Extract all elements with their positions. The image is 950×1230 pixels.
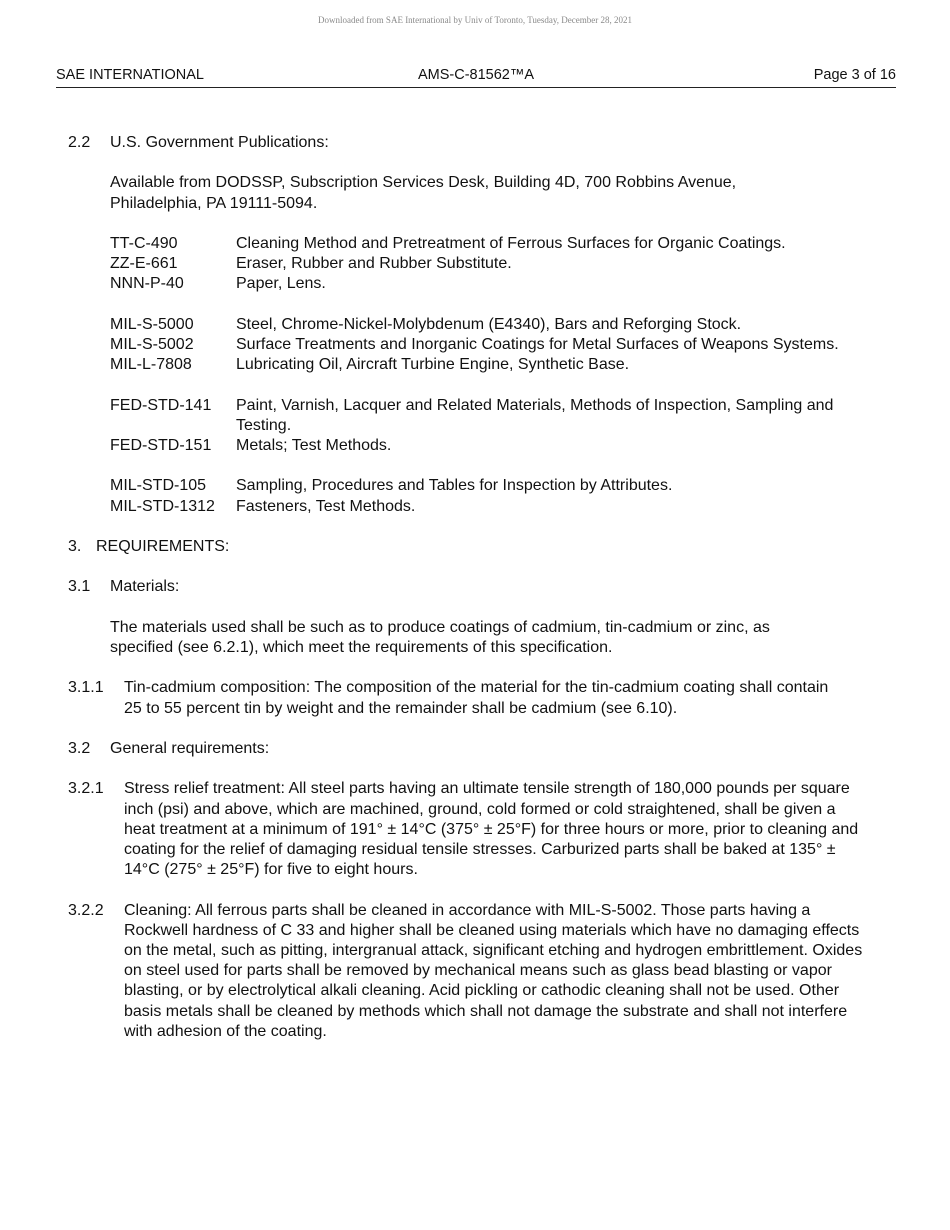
section-body: Stress relief treatment: All steel parts having an ultimate tensile strength of 180,000 pounds per square inch (psi) and above, which are machined, ground, cold formed or cold straightened, shall be given a heat treatment at a minimum of 191° ± 14°C (375° ± 25°F) for three hours or more, prior to cleaning and coating for the relief of damaging residual tensile stresses. Carburized parts shall be baked at 135° ± 14°C (275° ± 25°F) for five to eight hours. (124, 780, 859, 879)
section-number: 3.1 (68, 578, 91, 596)
reference-code: TT-C-490 (110, 234, 178, 252)
reference-title: Sampling, Procedures and Tables for Inspection by Attributes. (236, 477, 673, 495)
reference-code: ZZ-E-661 (110, 255, 178, 273)
reference-code: MIL-STD-1312 (110, 497, 215, 515)
reference-list (110, 234, 868, 517)
reference-item (110, 315, 868, 335)
reference-title: Paint, Varnish, Lacquer and Related Materials, Methods of Inspection, Sampling and Testing. (236, 396, 834, 434)
page-number: Page 3 of 16 (813, 67, 896, 83)
download-watermark: Downloaded from SAE International by Univ of Toronto, Tuesday, December 28, 2021 (317, 15, 633, 25)
reference-item (110, 274, 868, 294)
section-number: 3. (68, 537, 82, 555)
section-3-heading (68, 537, 868, 557)
reference-title: Metals; Test Methods. (236, 436, 392, 454)
reference-item (110, 476, 868, 496)
section-3-1-1 (68, 678, 868, 718)
section-3-2-2 (68, 901, 868, 1042)
reference-title: Fasteners, Test Methods. (236, 497, 416, 515)
section-number: 3.2.2 (68, 901, 104, 919)
section-body: Tin-cadmium composition: The composition of the material for the tin-cadmium coating shall contain 25 to 55 percent tin by weight and the remainder shall be cadmium (see 6.10). (124, 679, 829, 717)
document-number: AMS-C-81562™A (417, 67, 535, 83)
reference-item (110, 497, 868, 517)
page-header (56, 67, 896, 88)
document-body (68, 133, 868, 1042)
section-number: 3.1.1 (68, 679, 104, 697)
reference-title: Surface Treatments and Inorganic Coatings for Metal Surfaces of Weapons Systems. (236, 335, 839, 353)
section-title: Materials: (110, 578, 180, 596)
section-title: General requirements: (110, 739, 270, 757)
reference-title: Steel, Chrome-Nickel-Molybdenum (E4340), Bars and Reforging Stock. (236, 315, 742, 333)
reference-item (110, 234, 868, 254)
reference-code: MIL-S-5000 (110, 315, 194, 333)
section-2-2-heading (68, 133, 868, 153)
availability-note (110, 173, 868, 213)
section-number: 3.2.1 (68, 780, 104, 798)
section-number: 2.2 (68, 134, 91, 151)
section-3-1-heading (68, 577, 868, 597)
section-title: REQUIREMENTS: (96, 537, 230, 555)
reference-code: MIL-L-7808 (110, 356, 192, 374)
reference-title: Cleaning Method and Pretreatment of Ferrous Surfaces for Organic Coatings. (236, 234, 786, 252)
section-number: 3.2 (68, 739, 91, 757)
reference-item (110, 254, 868, 274)
reference-item (110, 436, 868, 456)
reference-title: Paper, Lens. (236, 275, 326, 293)
reference-item (110, 335, 868, 355)
availability-line-2: Philadelphia, PA 19111-5094. (110, 194, 318, 212)
section-3-2-heading (68, 739, 868, 759)
availability-line-1: Available from DODSSP, Subscription Services Desk, Building 4D, 700 Robbins Avenue, (110, 174, 737, 192)
reference-title: Lubricating Oil, Aircraft Turbine Engine, Synthetic Base. (236, 356, 630, 374)
reference-code: MIL-S-5002 (110, 335, 194, 353)
section-title: U.S. Government Publications: (110, 134, 329, 151)
reference-item (110, 396, 868, 436)
publisher-name: SAE INTERNATIONAL (56, 67, 204, 83)
reference-code: NNN-P-40 (110, 275, 184, 293)
reference-title: Eraser, Rubber and Rubber Substitute. (236, 255, 512, 273)
reference-code: FED-STD-141 (110, 396, 212, 414)
reference-item (110, 355, 868, 375)
reference-code: FED-STD-151 (110, 436, 212, 454)
section-body: Cleaning: All ferrous parts shall be cleaned in accordance with MIL-S-5002. Those parts having a Rockwell hardness of C 33 and higher shall be cleaned using materials which have no damaging effects on the metal, such as pitting, intergranual attack, significant etching and hydrogen embrittlement. Oxides on steel used for parts shall be removed by mechanical means such as glass bead blasting or vapor blasting, or by electrolytical alkali cleaning. Acid pickling or cathodic cleaning shall not be used. Other basis metals shall be cleaned by methods which shall not damage the substrate and shall not interfere with adhesion of the coating. (124, 901, 863, 1040)
section-3-1-body: The materials used shall be such as to produce coatings of cadmium, tin-cadmium or zinc, as specified (see 6.2.1), which meet the requirements of this specification. (110, 618, 770, 656)
reference-code: MIL-STD-105 (110, 477, 207, 495)
section-3-2-1 (68, 779, 868, 880)
